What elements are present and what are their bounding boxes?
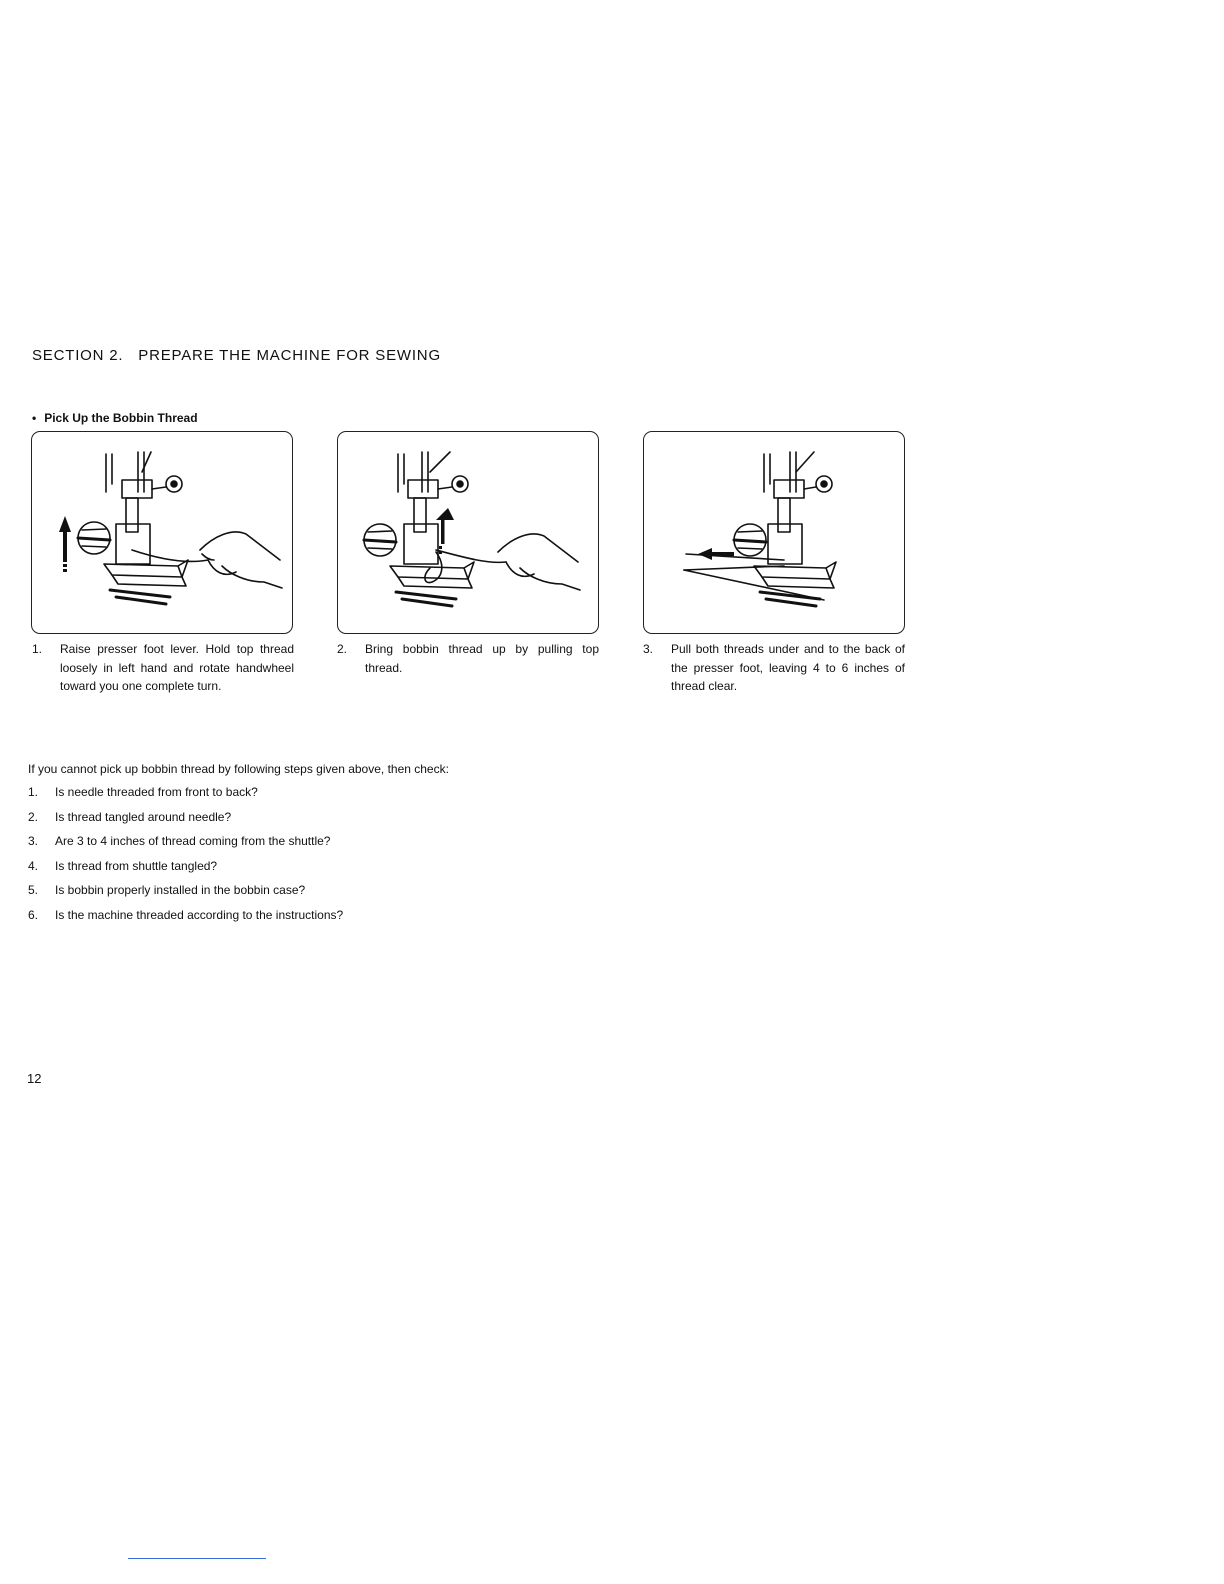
item-number: 6. [28,907,39,922]
presser-foot-lever-up-illustration [32,432,294,635]
footer-divider [128,1558,266,1559]
illustration-panel-1 [31,431,293,634]
section-title: PREPARE THE MACHINE FOR SEWING [138,347,441,364]
section-label: SECTION 2. [32,347,124,364]
threads-pulled-back-illustration [644,432,906,635]
subsection-heading [32,411,198,425]
item-number: 1. [28,785,39,799]
item-text: Is thread from shuttle tangled? [55,858,218,873]
step-number: 2. [337,642,348,656]
step-text: Pull both threads under and to the back of the presser foot, leaving 4 to 6 inches of thread clear. [671,642,905,693]
section-heading [32,347,441,364]
step-text: Raise presser foot lever. Hold top thread loosely in left hand and rotate handwheel toward you one complete turn. [60,642,294,693]
item-text: Are 3 to 4 inches of thread coming from the shuttle? [55,834,331,848]
item-number: 2. [28,809,39,824]
subsection-title: Pick Up the Bobbin Thread [44,411,198,425]
bullet-icon: • [32,411,37,425]
step-number: 3. [643,642,654,656]
item-text: Is thread tangled around needle? [55,809,232,824]
step-1-caption [32,640,294,696]
bobbin-thread-loop-illustration [338,432,600,635]
step-text: Bring bobbin thread up by pulling top thread. [365,642,599,675]
item-text: Is needle threaded from front to back? [55,785,258,799]
step-2-caption [337,640,599,677]
item-number: 4. [28,858,39,873]
step-3-caption [643,640,905,696]
item-text: Is the machine threaded according to the instructions? [55,907,344,922]
item-number: 3. [28,834,39,848]
illustration-panel-2 [337,431,599,634]
item-number: 5. [28,883,39,897]
page-number: 12 [27,1071,42,1086]
troubleshoot-intro: If you cannot pick up bobbin thread by following steps given above, then check: [28,762,449,776]
item-text: Is bobbin properly installed in the bobbin case? [55,883,306,897]
step-number: 1. [32,642,43,656]
illustration-panel-3 [643,431,905,634]
